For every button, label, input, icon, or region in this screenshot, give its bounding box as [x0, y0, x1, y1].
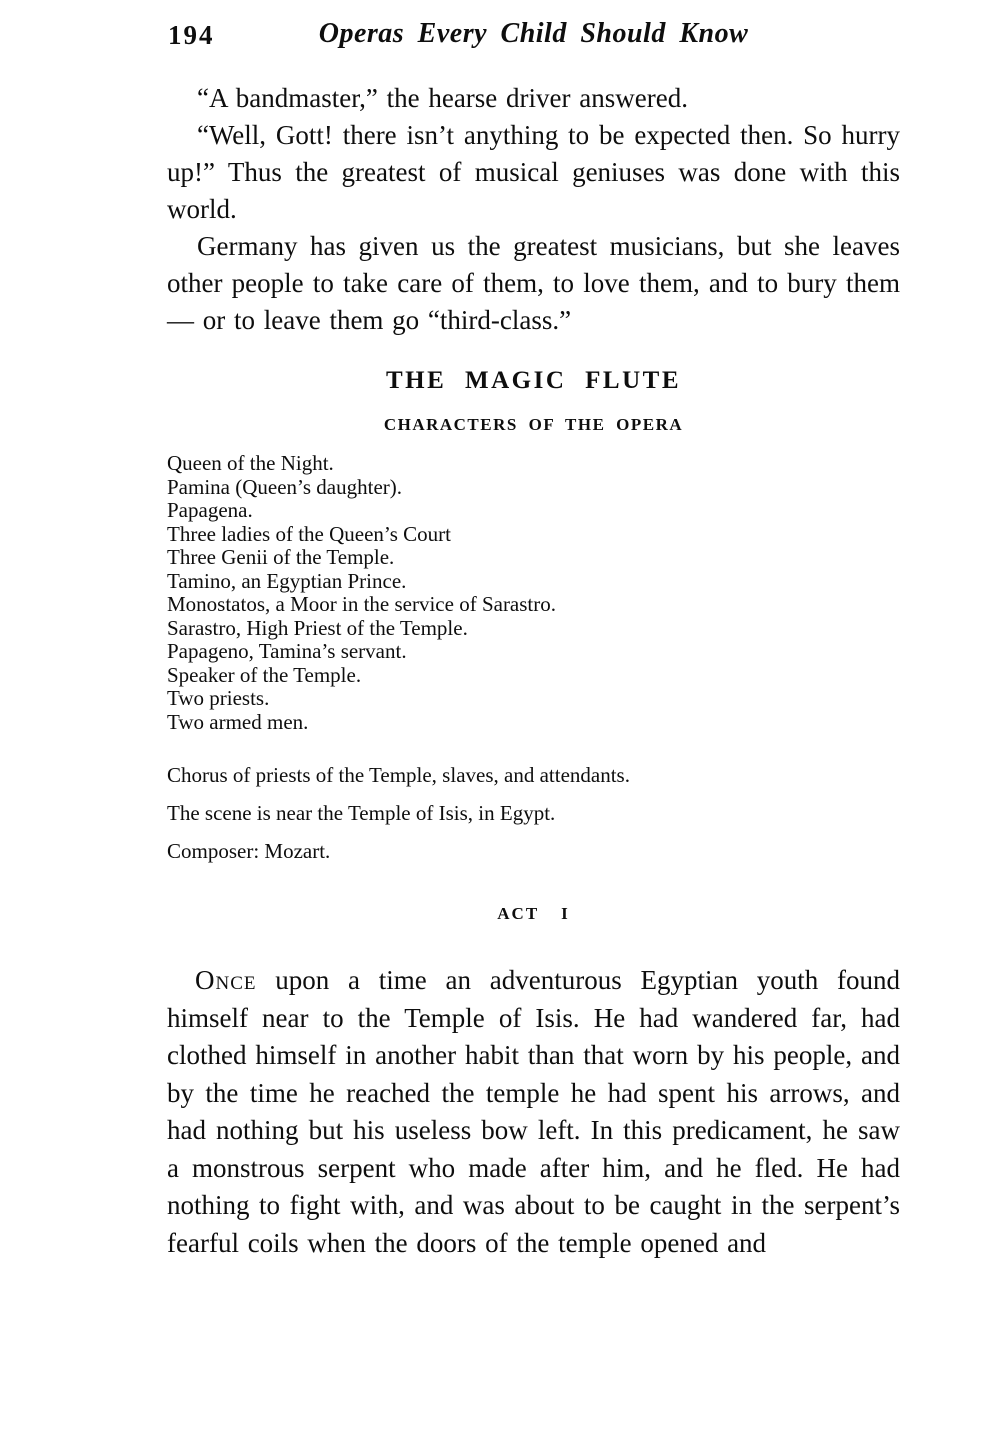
cast-list: [167, 452, 900, 734]
cast-member: Pamina (Queen’s daughter).: [167, 474, 403, 499]
cast-member: Papagena.: [167, 498, 253, 522]
act-heading: ACT I: [497, 904, 570, 923]
intro-section: [167, 80, 900, 339]
cast-heading: CHARACTERS OF THE OPERA: [383, 415, 684, 434]
story-section: [167, 962, 900, 1262]
intro-paragraph-3: Germany has given us the greatest musicians, but she leaves other people to take care of them, to love them, and to bury them — or to leave them go “third-class.”: [167, 231, 900, 335]
chorus-note: Chorus of priests of the Temple, slaves, and attendants.: [167, 763, 630, 787]
running-title: Operas Every Child Should Know: [318, 18, 749, 49]
cast-member: Sarastro, High Priest of the Temple.: [167, 615, 468, 640]
text-block: [167, 0, 900, 1262]
cast-member: Papageno, Tamina’s servant.: [167, 639, 407, 663]
composer-note: Composer: Mozart.: [167, 839, 331, 863]
cast-notes: [167, 756, 900, 870]
intro-paragraph-2: “Well, Gott! there isn’t anything to be expected then. So hurry up!” Thus the greatest of musical geniuses was done with this world.: [167, 120, 900, 224]
opera-title: THE MAGIC FLUTE: [385, 367, 682, 394]
intro-paragraph-1: “A bandmaster,” the hearse driver answered.: [197, 83, 688, 113]
cast-member: Queen of the Night.: [167, 451, 334, 475]
cast-member: Two priests.: [167, 686, 270, 710]
running-head: [167, 18, 900, 54]
cast-member: Three Genii of the Temple.: [167, 545, 395, 569]
story-text: upon a time an adventurous Egyptian youth found himself near to the Temple of Isis. He had wandered far, had clothed himself in another habit than that worn by his people, and by the time he reached the temple he had spent his arrows, and had nothing but his useless bow left. In this predicament, he saw a monstrous serpent who made after him, and he fled. He had nothing to fight with, and was about to be caught in the serpent’s fearful coils when the doors of the temple opened and: [167, 965, 900, 1258]
cast-member: Speaker of the Temple.: [167, 662, 362, 687]
story-paragraph: [167, 962, 900, 1262]
lead-word: Once: [195, 965, 257, 995]
cast-member: Tamino, an Egyptian Prince.: [167, 568, 407, 593]
cast-member: Two armed men.: [167, 709, 309, 734]
cast-member: Monostatos, a Moor in the service of Sarastro.: [167, 592, 557, 616]
scene-note: The scene is near the Temple of Isis, in Egypt.: [167, 801, 556, 825]
cast-member: Three ladies of the Queen’s Court: [167, 521, 451, 546]
page-number: 194: [168, 20, 215, 50]
